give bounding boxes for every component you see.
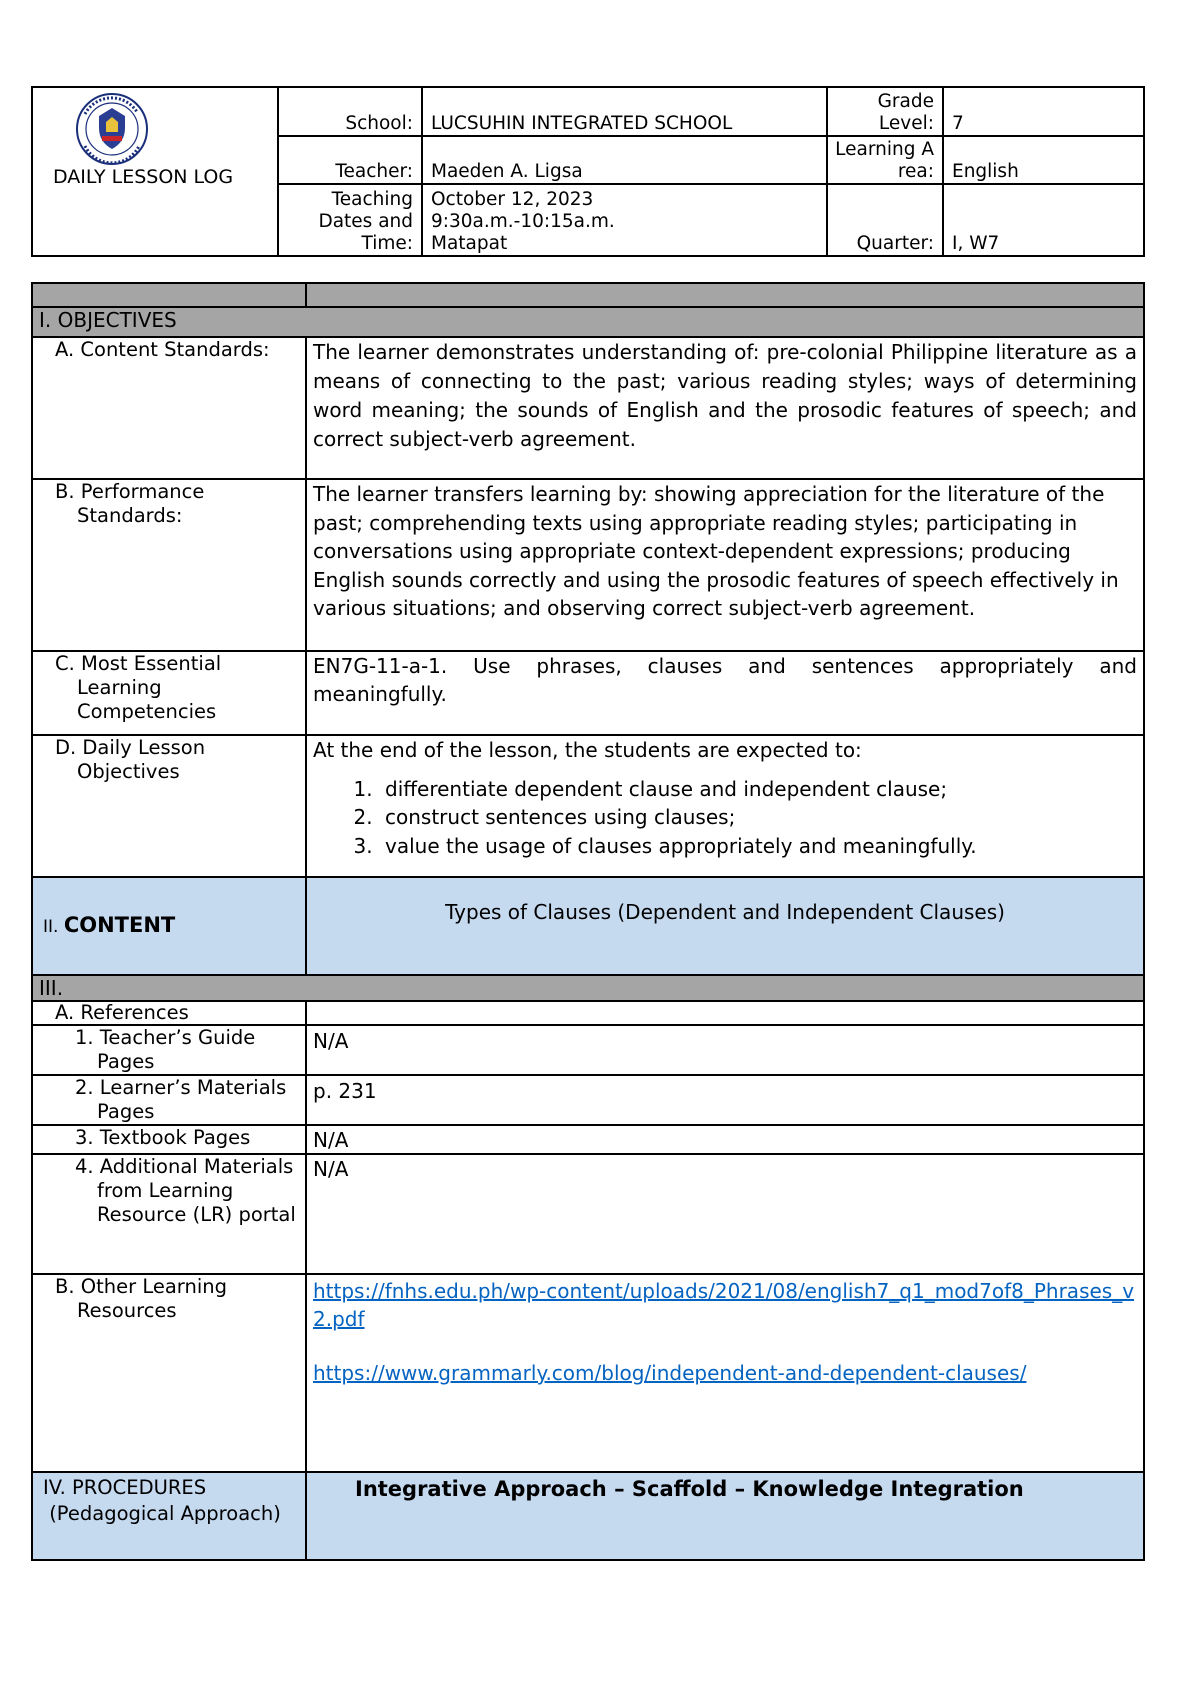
resources-heading: III. bbox=[32, 975, 1144, 1001]
other-resources-links bbox=[306, 1274, 1144, 1472]
learners-materials-label: 2. Learner’s Materials Pages bbox=[32, 1075, 306, 1125]
content-label-num: II. bbox=[43, 917, 64, 937]
header-table bbox=[31, 86, 1145, 257]
list-item: 1. differentiate dependent clause and independent clause; bbox=[379, 775, 1137, 804]
content-topic: Types of Clauses (Dependent and Independent Clauses) bbox=[306, 877, 1144, 975]
area-value: English bbox=[943, 136, 1144, 184]
textbook-value: N/A bbox=[306, 1125, 1144, 1154]
references-label: A. References bbox=[32, 1001, 306, 1025]
grade-label: Grade Level: bbox=[827, 87, 943, 136]
textbook-label: 3. Textbook Pages bbox=[32, 1125, 306, 1154]
daily-objectives-cell bbox=[306, 735, 1144, 877]
lesson-table bbox=[31, 282, 1145, 1561]
document-title: DAILY LESSON LOG bbox=[53, 166, 234, 188]
content-label-cell bbox=[32, 877, 306, 975]
objectives-heading: I. OBJECTIVES bbox=[32, 307, 1144, 337]
performance-standards-label: B. Performance Standards: bbox=[32, 479, 306, 651]
dates-line: October 12, 2023 bbox=[431, 189, 594, 210]
gray-band-left bbox=[32, 283, 306, 307]
teacher-value: Maeden A. Ligsa bbox=[422, 136, 827, 184]
additional-materials-label: 4. Additional Materials from Learning Resource (LR) portal bbox=[32, 1154, 306, 1274]
daily-objectives-intro: At the end of the lesson, the students are expected to: bbox=[313, 738, 862, 762]
quarter-value: I, W7 bbox=[943, 184, 1144, 256]
other-resources-label: B. Other Learning Resources bbox=[32, 1274, 306, 1472]
quarter-label: Quarter: bbox=[827, 184, 943, 256]
dates-value bbox=[422, 184, 827, 256]
melc-text: EN7G-11-a-1. Use phrases, clauses and sentences appropriately and meaningfully. bbox=[306, 651, 1144, 735]
additional-materials-value: N/A bbox=[306, 1154, 1144, 1274]
area-label: Learning Area: bbox=[827, 136, 943, 184]
resource-link[interactable]: https://www.grammarly.com/blog/independent-and-dependent-clauses/ bbox=[313, 1361, 1027, 1385]
daily-objectives-list bbox=[313, 775, 1137, 861]
grade-value: 7 bbox=[943, 87, 1144, 136]
gray-band-right bbox=[306, 283, 1144, 307]
teachers-guide-label: 1. Teacher’s Guide Pages bbox=[32, 1025, 306, 1075]
procedures-approach: Integrative Approach – Scaffold – Knowledge Integration bbox=[306, 1472, 1144, 1560]
deped-seal-icon bbox=[39, 92, 149, 166]
list-item: 2. construct sentences using clauses; bbox=[379, 803, 1137, 832]
school-label: School: bbox=[278, 87, 422, 136]
content-standards-text: The learner demonstrates understanding of: pre-colonial Philippine literature as a means of connecting to the past; various reading styles; ways of determining word meaning; the sounds of English and the prosodic features of speech; and correct subject-verb agreement. bbox=[306, 337, 1144, 479]
content-standards-label: A. Content Standards: bbox=[32, 337, 306, 479]
dates-line: 9:30a.m.-10:15a.m. bbox=[431, 211, 615, 232]
resource-link[interactable]: https://fnhs.edu.ph/wp-content/uploads/2021/08/english7_q1_mod7of8_Phrases_v2.pdf bbox=[313, 1279, 1135, 1331]
daily-objectives-label: D. Daily Lesson Objectives bbox=[32, 735, 306, 877]
dates-label: Teaching Dates and Time: bbox=[278, 184, 422, 256]
logo-cell bbox=[32, 87, 278, 256]
school-value: LUCSUHIN INTEGRATED SCHOOL bbox=[422, 87, 827, 136]
references-value bbox=[306, 1001, 1144, 1025]
procedures-label: IV. PROCEDURES bbox=[43, 1476, 207, 1499]
content-label: CONTENT bbox=[63, 913, 176, 937]
list-item: 3. value the usage of clauses appropriately and meaningfully. bbox=[379, 832, 1137, 861]
teacher-label: Teacher: bbox=[278, 136, 422, 184]
melc-label: C. Most Essential Learning Competencies bbox=[32, 651, 306, 735]
learners-materials-value: p. 231 bbox=[306, 1075, 1144, 1125]
procedures-sublabel: (Pedagogical Approach) bbox=[43, 1502, 281, 1525]
dates-line: Matapat bbox=[431, 233, 508, 254]
teachers-guide-value: N/A bbox=[306, 1025, 1144, 1075]
performance-standards-text: The learner transfers learning by: showing appreciation for the literature of the past; comprehending texts using appropriate reading styles; participating in conversations using appropriate context-dependent expressions; producing English sounds correctly and using the prosodic features of speech effectively in various situations; and observing correct subject-verb agreement. bbox=[306, 479, 1144, 651]
procedures-label-cell bbox=[32, 1472, 306, 1560]
